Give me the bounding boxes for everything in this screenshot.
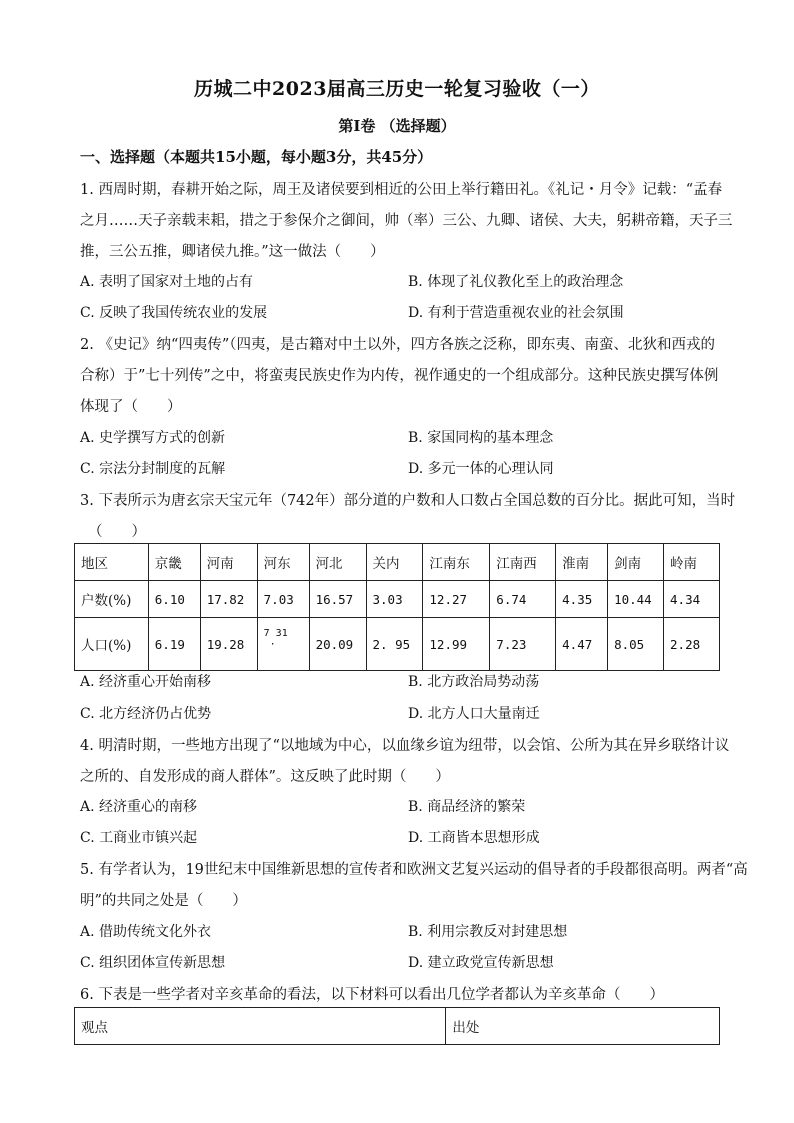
table-cell: 20.09	[309, 618, 366, 671]
table-header-cell: 地区	[75, 544, 149, 581]
table-cell: 7.03	[257, 581, 309, 618]
question-2-line-1: 2. 《史记》纳“四夷传”（四夷，是古籍对中土以外，四方各族之泛称，即东夷、南蛮、北狄和西戎的	[80, 337, 716, 353]
page-title: 历城二中2023届高三历史一轮复习验收（一）	[194, 78, 600, 100]
table-cell: 12.99	[423, 618, 490, 671]
table-row-label: 户数(%)	[75, 581, 149, 618]
question-3-option-b: B. 北方政治局势动荡	[408, 674, 540, 690]
question-1-option-a: A. 表明了国家对土地的占有	[80, 274, 254, 290]
section-heading: 一、选择题（本题共15小题，每小题3分，共45分）	[80, 148, 433, 166]
table-header-cell: 岭南	[664, 544, 720, 581]
question-2-option-a: A. 史学撰写方式的创新	[80, 430, 226, 446]
table-row-population	[75, 618, 720, 671]
table-cell: 6.10	[148, 581, 200, 618]
question-3-option-c: C. 北方经济仍占优势	[80, 706, 212, 722]
question-3-line-1: 3. 下表所示为唐玄宗天宝元年（742年）部分道的户数和人口数占全国总数的百分比。据此可知，当时	[80, 493, 736, 509]
question-2-option-d: D. 多元一体的心理认同	[408, 461, 554, 477]
table-cell: 19.28	[200, 618, 257, 671]
table-header-cell: 河东	[257, 544, 309, 581]
table-cell: 4.34	[664, 581, 720, 618]
question-5-line-2: 明”的共同之处是（ ）	[80, 893, 247, 909]
table-cell-value: 7 31	[263, 628, 288, 639]
table-cell	[257, 618, 309, 671]
question-2-line-3: 体现了（ ）	[80, 399, 182, 415]
table-header-cell: 京畿	[148, 544, 200, 581]
table-header-cell: 观点	[75, 1008, 446, 1045]
question-5-option-c: C. 组织团体宣传新思想	[80, 955, 226, 971]
table-cell: 6.74	[490, 581, 556, 618]
question-5-option-a: A. 借助传统文化外衣	[80, 924, 212, 940]
question-1-line-3: 推，三公五推，卿诸侯九推。”这一做法（ ）	[80, 244, 385, 260]
question-4-line-1: 4. 明清时期，一些地方出现了“以地域为中心，以血缘乡谊为纽带，以会馆、公所为其在异乡联络计议	[80, 738, 730, 754]
volume-subtitle: 第Ⅰ卷 （选择题）	[338, 117, 456, 135]
scholar-views-table	[74, 1007, 720, 1045]
question-2-option-b: B. 家国同构的基本理念	[408, 430, 554, 446]
table-cell: 6.19	[148, 618, 200, 671]
table-cell: 4.35	[556, 581, 608, 618]
table-header-cell: 江南西	[490, 544, 556, 581]
question-6-line-1: 6. 下表是一些学者对辛亥革命的看法，以下材料可以看出几位学者都认为辛亥革命（ ）	[80, 987, 664, 1003]
table-header-cell: 淮南	[556, 544, 608, 581]
question-1-line-2: 之月……天子亲载耒耜，措之于参保介之御间，帅（率）三公、九卿、诸侯、大夫，躬耕帝籍，天子三	[80, 213, 733, 229]
question-1-option-d: D. 有利于营造重视农业的社会氛围	[408, 305, 624, 321]
table-cell: 10.44	[608, 581, 664, 618]
table-header-cell: 出处	[446, 1008, 720, 1045]
table-cell: 8.05	[608, 618, 664, 671]
table-header-cell: 江南东	[423, 544, 490, 581]
question-2-option-c: C. 宗法分封制度的瓦解	[80, 461, 226, 477]
question-4-option-b: B. 商品经济的繁荣	[408, 799, 526, 815]
table-row-households	[75, 581, 720, 618]
question-4-option-c: C. 工商业市镇兴起	[80, 830, 198, 846]
question-3-option-d: D. 北方人口大量南迁	[408, 706, 540, 722]
table-cell: 12.27	[423, 581, 490, 618]
question-1-option-c: C. 反映了我国传统农业的发展	[80, 305, 268, 321]
table-row-label: 人口(%)	[75, 618, 149, 671]
table-cell: 7.23	[490, 618, 556, 671]
household-population-table	[74, 543, 720, 671]
table-cell: 2. 95	[366, 618, 423, 671]
table-cell: 3.03	[366, 581, 423, 618]
table-cell: 4.47	[556, 618, 608, 671]
table-cell: 17.82	[200, 581, 257, 618]
table-cell: 16.57	[309, 581, 366, 618]
question-3-line-2: （ ）	[88, 524, 146, 540]
question-4-option-d: D. 工商皆本思想形成	[408, 830, 540, 846]
table-header-cell: 剑南	[608, 544, 664, 581]
table-header-row	[75, 544, 720, 581]
question-4-line-2: 之所的、自发形成的商人群体”。这反映了此时期（ ）	[80, 769, 450, 785]
table-header-cell: 河南	[200, 544, 257, 581]
question-5-line-1: 5. 有学者认为，19世纪末中国维新思想的宣传者和欧洲文艺复兴运动的倡导者的手段都很高明。两者“高	[80, 862, 748, 878]
question-5-option-d: D. 建立政党宣传新思想	[408, 955, 554, 971]
question-4-option-a: A. 经济重心的南移	[80, 799, 198, 815]
question-5-option-b: B. 利用宗教反对封建思想	[408, 924, 568, 940]
question-1-option-b: B. 体现了礼仪教化至上的政治理念	[408, 274, 624, 290]
stray-dot: ·	[269, 639, 276, 650]
table-header-cell: 关内	[366, 544, 423, 581]
table-cell: 2.28	[664, 618, 720, 671]
table-header-cell: 河北	[309, 544, 366, 581]
question-1-line-1: 1. 西周时期，春耕开始之际，周王及诸侯要到相近的公田上举行籍田礼。《礼记・月令》记载：“孟春	[80, 182, 723, 198]
question-2-line-2: 合称）于”七十列传”之中，将蛮夷民族史作为内传，视作通史的一个组成部分。这种民族史撰写体例	[80, 368, 719, 384]
question-3-option-a: A. 经济重心开始南移	[80, 674, 212, 690]
table-header-row	[75, 1008, 720, 1045]
